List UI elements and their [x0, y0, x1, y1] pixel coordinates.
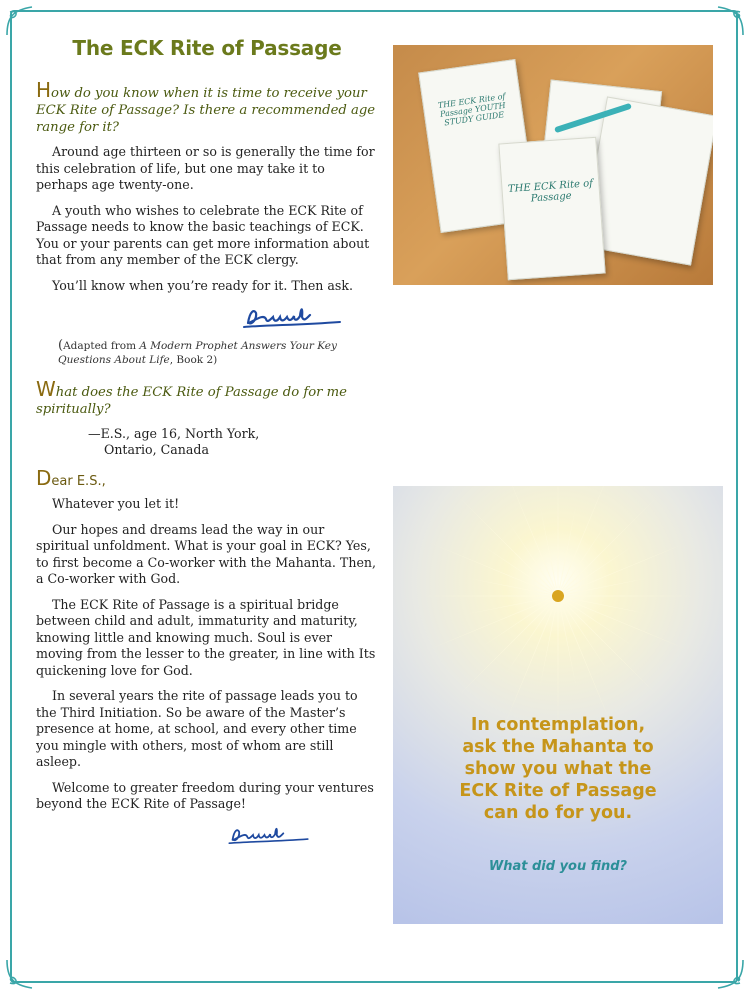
light-ray — [559, 503, 576, 588]
question-1 — [36, 78, 378, 136]
rite-of-passage-book: THE ECK Rite of Passage — [498, 137, 605, 281]
answer-2-paragraph-2: Our hopes and dreams lead the way in our spiritual unfoldment. What is your goal in ECK? Yes, to first become a Co-worker with the Mahanta. Then, a Co-worker with God. — [36, 521, 377, 586]
salutation: Dear E.S., — [36, 466, 106, 490]
light-ray — [565, 542, 687, 593]
light-ray — [465, 577, 550, 594]
light-ray — [563, 601, 657, 695]
article-column — [36, 36, 378, 848]
harold-signature — [226, 822, 316, 848]
corner-ornament-icon — [712, 4, 746, 38]
contemplation-text: In contemplation, ask the Mahanta to show you what the ECK Rite of Passage can do for you. — [459, 715, 657, 823]
books-photo — [393, 45, 713, 285]
page-title: The ECK Rite of Passage — [72, 36, 342, 60]
light-ray — [566, 597, 651, 614]
light-ray — [561, 603, 612, 725]
light-ray — [418, 596, 550, 597]
light-ray — [565, 599, 687, 650]
question-2-dropcap: W — [36, 377, 56, 401]
corner-ornament-icon — [4, 4, 38, 38]
question-2-text: hat does the ECK Rite of Passage do for me spiritually? — [36, 385, 347, 417]
answer-1-paragraph-3: You’ll know when you’re ready for it. Then ask. — [52, 277, 354, 293]
answer-2-paragraph-3: The ECK Rite of Passage is a spiritual bridge between child and adult, immaturity and maturity, knowing little and knowing much. Soul is ever moving from the lesser to the greater, in line with Its quickening love for God. — [36, 596, 376, 678]
light-ray — [504, 603, 555, 725]
answer-2-paragraph-4: In several years the rite of passage leads you to the Third Initiation. So be aware of the Master’s presence at home, at school, and every other time you mingle with others, most of whom are still asleep. — [36, 688, 358, 769]
corner-ornament-icon — [712, 957, 746, 991]
answer-2-paragraph-1: Whatever you let it! — [52, 496, 180, 511]
light-ray — [563, 497, 657, 591]
star-center-icon — [552, 590, 564, 602]
question-1-dropcap: H — [36, 78, 52, 102]
light-ray — [566, 577, 651, 594]
light-ray — [539, 503, 556, 588]
study-guide-book: THE ECK Rite of Passage YOUTH STUDY GUIDE — [418, 59, 538, 233]
question-1-text: ow do you know when it is time to receive your ECK Rite of Passage? Is there a recommended age range for it? — [36, 86, 376, 135]
light-ray — [559, 604, 576, 689]
light-ray — [566, 596, 698, 597]
harold-signature — [240, 303, 350, 331]
answer-1-paragraph-1: Around age thirteen or so is generally the time for this celebration of life, but one may take it to perhaps age twenty-one. — [36, 144, 375, 192]
source-citation: (Adapted from A Modern Prophet Answers Your Key Questions About Life, Book 2) — [58, 338, 337, 366]
light-ray — [539, 604, 556, 689]
light-ray — [465, 597, 550, 614]
contemplation-panel — [393, 486, 723, 924]
question-2 — [36, 377, 378, 418]
light-ray — [558, 486, 559, 588]
light-ray — [504, 486, 555, 589]
light-ray — [459, 601, 553, 695]
light-ray — [429, 599, 551, 650]
light-ray — [561, 486, 612, 589]
light-ray — [459, 497, 553, 591]
reflection-question: What did you find? — [488, 859, 628, 874]
question-attribution: —E.S., age 16, North York, Ontario, Canada — [88, 426, 260, 457]
corner-ornament-icon — [4, 957, 38, 991]
light-ray — [429, 542, 551, 593]
answer-2-paragraph-5: Welcome to greater freedom during your ventures beyond the ECK Rite of Passage! — [36, 779, 374, 811]
answer-1-paragraph-2: A youth who wishes to celebrate the ECK Rite of Passage needs to know the basic teachings of ECK. You or your parents can get more information about that from any member of the ECK clergy. — [36, 202, 370, 267]
